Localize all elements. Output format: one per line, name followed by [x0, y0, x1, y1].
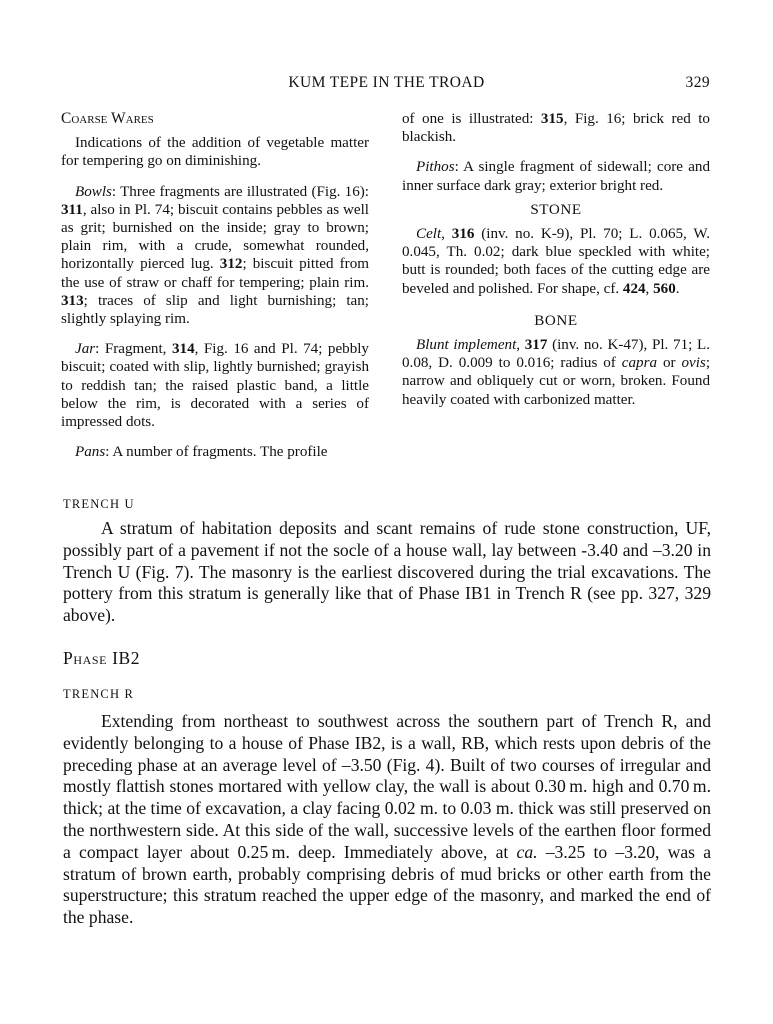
- blunt-implement-label: Blunt implement,: [416, 337, 521, 354]
- pans-continued: [402, 110, 710, 146]
- catalogue-number: 312: [219, 256, 243, 273]
- celt-separator: ,: [645, 280, 654, 297]
- bowls-text: ; traces of slip and light burnishing; tan; slightly splaying rim.: [61, 292, 369, 328]
- pithos-label: Pithos: [416, 159, 455, 176]
- catalogue-number: 311: [61, 201, 83, 218]
- catalogue-number: 316: [451, 226, 475, 243]
- celt-end: .: [675, 280, 680, 297]
- coarse-wares-intro: Indications of the addition of vegetable matter for tempering go on diminishing.: [61, 135, 369, 170]
- trench-u-paragraph: A stratum of habitation deposits and scant remains of rude stone construction, UF, possibly part of a pavement if not the socle of a house wall, lay between -3.40 and –3.20 in Trench U (Fig. 7). The masonry is the earliest discovered during the trial excavations. The pottery from this stratum is generally like that of Phase IB1 in Trench R (see pp. 327, 329 above).: [63, 518, 711, 626]
- phase-code: IB2: [112, 648, 141, 668]
- term-circa: ca.: [516, 841, 538, 862]
- trench-u-heading: TRENCH U: [63, 497, 135, 511]
- trench-r-section: [63, 711, 711, 929]
- bowls-text: , also in Pl. 74; biscuit contains pebbles as well as grit; burnished on the inside; gray to brown; plain rim, with a crude, somewhat rounded, horizontally pierced lug.: [61, 201, 369, 273]
- trench-r-paragraph: [63, 711, 711, 929]
- pans-entry: [61, 443, 369, 461]
- celt-text: (inv. no. K-9), Pl. 70; L. 0.065, W. 0.045, Th. 0.02; dark blue speckled with white; butt is rounded; both faces of the cutting edge are beveled and polished. For shape, cf.: [402, 226, 710, 297]
- page-number: 329: [685, 74, 710, 91]
- trench-r-heading: TRENCH R: [63, 687, 135, 701]
- trench-r-text: Extending from northeast to southwest across the southern part of Trench R, and evidently belonging to a house of Phase IB2, is a wall, RB, which rests upon debris of the preceding phase at an average level of –3.50 (Fig. 4). Built of two courses of irregular and mostly flattish stones mortared with yellow clay, the wall is about 0.30 m. high and 0.70 m. thick; at the time of excavation, a clay facing 0.02 m. to 0.03 m. thick was still preserved on the northwestern side. At this side of the wall, successive levels of the earthen floor formed a compact layer about 0.25 m. deep. Immediately above, at: [63, 711, 711, 862]
- catalogue-number: 314: [171, 341, 195, 358]
- catalogue-number: 315: [540, 111, 564, 127]
- catalogue-number: 424: [622, 280, 646, 297]
- catalogue-number: 313: [61, 292, 84, 309]
- jar-label: Jar: [75, 341, 96, 358]
- celt-entry: [402, 225, 710, 298]
- pans-text: , Fig. 16; brick red to blackish.: [402, 111, 710, 146]
- pithos-text: : A single fragment of sidewall; core and inner surface dark gray; exterior bright red.: [402, 159, 710, 194]
- running-title: KUM TEPE IN THE TROAD: [288, 74, 485, 91]
- stone-heading: STONE: [530, 201, 582, 218]
- blunt-text: (inv. no. K-47), Pl. 71; L. 0.08, D. 0.009 to 0.016; radius of: [402, 337, 710, 372]
- bowls-entry: [61, 183, 369, 329]
- section-label-coarse-wares: Coarse Wares: [61, 110, 154, 127]
- trench-u-section: [63, 518, 711, 627]
- pans-text: of one is illustrated:: [402, 111, 541, 127]
- celt-label: Celt,: [416, 226, 445, 243]
- pans-label: Pans: [75, 444, 106, 461]
- catalogue-number: 560: [653, 280, 676, 297]
- phase-ib2-heading: [63, 648, 140, 669]
- jar-text: , Fig. 16 and Pl. 74; pebbly biscuit; coated with slip, lightly burnished; grayish to reddish tan; the raised plastic band, a little below the rim, is decorated with a series of impressed dots.: [61, 341, 369, 431]
- right-column: [402, 110, 710, 409]
- bowls-text: ; biscuit pitted from the use of straw or chaff for tempering; plain rim.: [61, 256, 369, 291]
- pithos-entry: [402, 158, 710, 194]
- bowls-label: Bowls: [75, 183, 112, 200]
- blunt-implement-entry: [402, 336, 710, 409]
- pans-text: : A number of fragments. The profile: [105, 444, 328, 461]
- term-ovis: ovis: [681, 355, 706, 372]
- trench-r-text: –3.25 to –3.20, was a stratum of brown earth, probably comprising debris of mud bricks or other earth from the superstructure; this stratum reached the upper edge of the masonry, and marked the end of the phase.: [63, 841, 711, 928]
- catalogue-number: 317: [524, 337, 548, 354]
- term-capra: capra: [621, 355, 658, 372]
- phase-word: Phase: [63, 648, 108, 668]
- bone-heading: BONE: [534, 312, 578, 329]
- jar-entry: [61, 340, 369, 431]
- left-column: [61, 110, 369, 461]
- running-head: [0, 74, 773, 94]
- bowls-text: : Three fragments are illustrated (Fig. 16):: [111, 183, 369, 200]
- jar-text: : Fragment,: [95, 341, 172, 358]
- blunt-text: or: [657, 355, 682, 372]
- blunt-text: ; narrow and obliquely cut or worn, broken. Found heavily coated with carbonized matter.: [402, 355, 711, 408]
